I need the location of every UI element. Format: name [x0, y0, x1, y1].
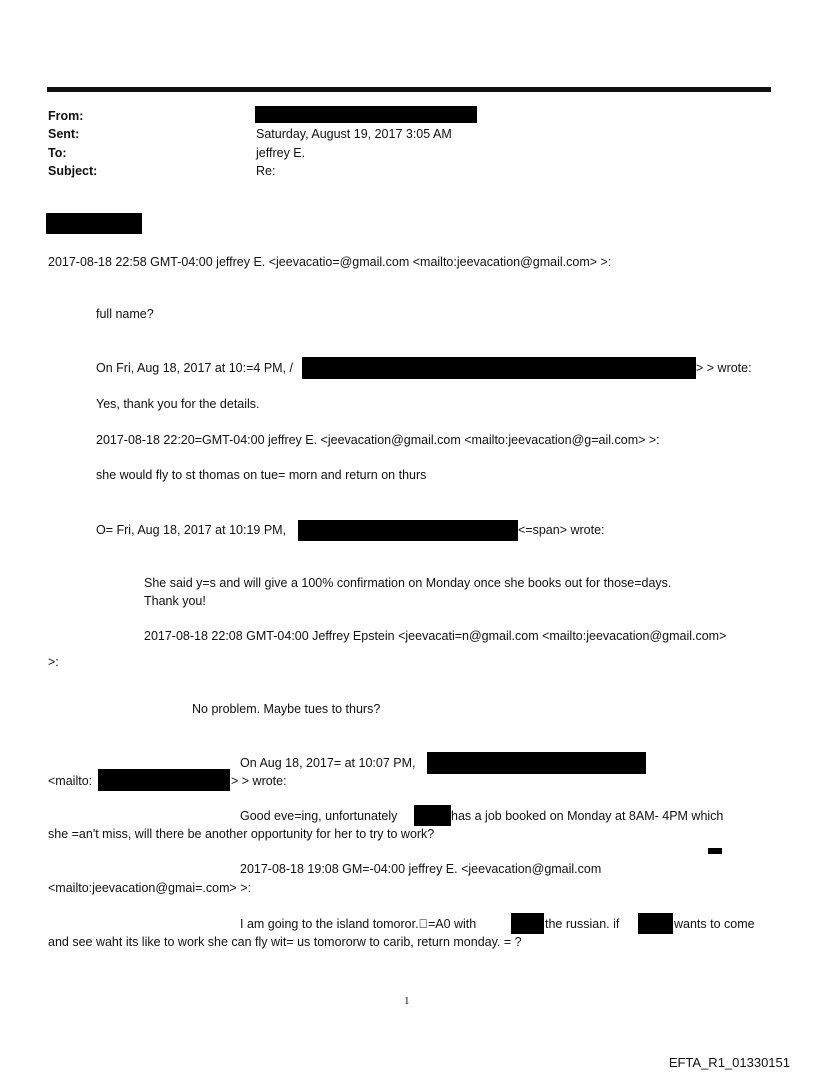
body-line-7-post: <=span> wrote:: [518, 523, 605, 537]
to-label: To:: [48, 146, 67, 160]
body-line-17: 2017-08-18 19:08 GM=-04:00 jeffrey E. <jeevacation@gmail.com: [240, 862, 602, 876]
page-number: 1: [404, 995, 410, 1007]
body-line-2: full name?: [96, 307, 154, 321]
body-line-5: 2017-08-18 22:20=GMT-04:00 jeffrey E. <jeevacation@gmail.com <mailto:jeevacation@g=ail.com> >:: [96, 433, 660, 447]
body-line-13: On Aug 18, 2017= at 10:07 PM,: [240, 756, 416, 770]
redaction-mark: [708, 848, 722, 854]
to-value: jeffrey E.: [256, 146, 306, 160]
redaction-line-14: [98, 769, 230, 791]
body-line-3-post: > > wrote:: [696, 361, 752, 375]
header-rule: [47, 87, 771, 92]
redaction-line-15: [414, 805, 451, 826]
body-line-19-c: wants to come: [674, 917, 755, 931]
body-line-15-post: has a job booked on Monday at 8AM- 4PM which: [451, 809, 724, 823]
body-line-16: she =an't miss, will there be another opportunity for her to try to work?: [48, 827, 435, 841]
body-line-3-pre: On Fri, Aug 18, 2017 at 10:=4 PM, /: [96, 361, 293, 375]
sent-label: Sent:: [48, 127, 80, 141]
body-line-15-pre: Good eve=ing, unfortunately: [240, 809, 398, 823]
body-line-7-pre: O= Fri, Aug 18, 2017 at 10:19 PM,: [96, 523, 287, 537]
redaction-line-19-a: [511, 913, 544, 934]
redaction-line-19-b: [638, 913, 673, 934]
redaction-line-7: [298, 520, 518, 541]
sent-value: Saturday, August 19, 2017 3:05 AM: [256, 127, 452, 141]
from-label: From:: [48, 109, 84, 123]
subject-label: Subject:: [48, 164, 98, 178]
redaction-from: [255, 106, 477, 123]
body-line-6: she would fly to st thomas on tue= morn and return on thurs: [96, 468, 427, 482]
redaction-greeting: [46, 213, 142, 234]
body-line-8: She said y=s and will give a 100% confirmation on Monday once she books out for those=days.: [144, 576, 672, 590]
body-line-11: >:: [48, 655, 59, 669]
body-line-20: and see waht its like to work she can fly wit= us tomororw to carib, return monday. = ?: [48, 935, 522, 949]
document-id: EFTA_R1_01330151: [668, 1055, 790, 1070]
body-line-10: 2017-08-18 22:08 GMT-04:00 Jeffrey Epstein <jeevacati=n@gmail.com <mailto:jeevacation@gmail.com>: [144, 629, 727, 643]
body-line-1: 2017-08-18 22:58 GMT-04:00 jeffrey E. <jeevacatio=@gmail.com <mailto:jeevacation@gmail.com> >:: [48, 255, 612, 269]
body-line-19-a: I am going to the island tomoror. =A0 with: [240, 917, 477, 931]
redaction-line-13: [427, 752, 646, 774]
body-line-19-b: the russian. if: [545, 917, 620, 931]
redaction-line-3: [302, 357, 696, 379]
subject-value: Re:: [256, 164, 276, 178]
body-line-12: No problem. Maybe tues to thurs?: [192, 702, 381, 716]
body-line-4: Yes, thank you for the details.: [96, 397, 260, 411]
body-line-9: Thank you!: [144, 594, 206, 608]
body-line-14-post: > > wrote:: [231, 774, 287, 788]
body-line-18: <mailto:jeevacation@gmai=.com> >:: [48, 881, 252, 895]
body-line-14-pre: <mailto:: [48, 774, 93, 788]
